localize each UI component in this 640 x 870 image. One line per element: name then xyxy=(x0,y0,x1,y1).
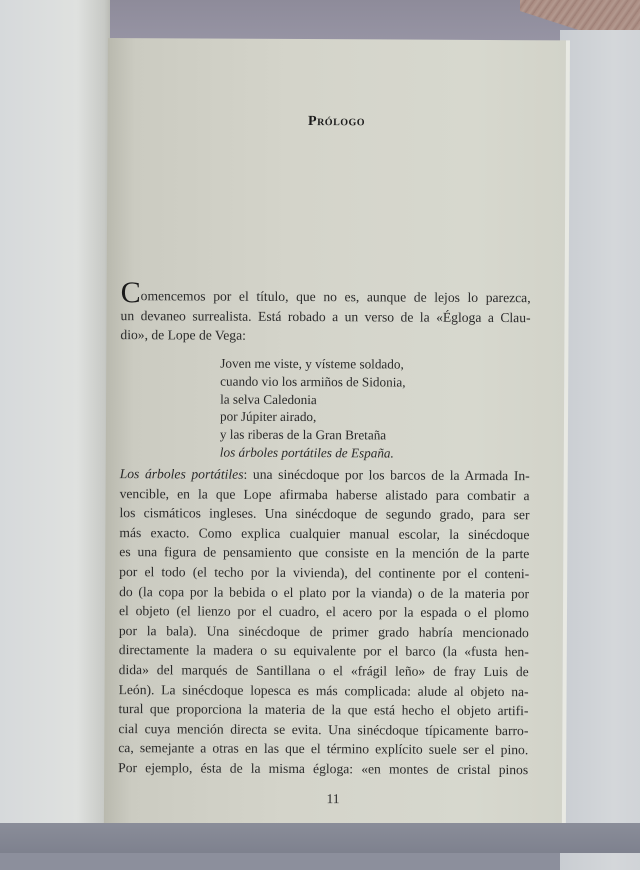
text-line: por la bala). Una sinécdoque de primer grado habría mencionado xyxy=(118,622,529,640)
paragraph-intro xyxy=(120,276,531,347)
text-line: León). La sinécdoque lopesca es más complicada: alude al objeto na- xyxy=(118,681,529,699)
text-line: directamente la madera o su equivalente por el barco (la «fusta hen- xyxy=(118,642,529,660)
verse-line: y las riberas de la Gran Bretaña xyxy=(219,426,387,443)
book-page xyxy=(104,38,566,830)
drop-cap: C xyxy=(120,276,141,310)
text-line: dio», de Lope de Vega: xyxy=(120,327,246,343)
underlying-page-right xyxy=(560,30,640,870)
page-number: 11 xyxy=(326,791,340,807)
text-line: el objeto (el lienzo por el cuadro, el acero por la espada o el plomo xyxy=(118,603,530,621)
text-line: dida» del marqués de Santillana o el «frágil leño» de fray Luis de xyxy=(118,662,529,680)
verse-line: por Júpiter airado, xyxy=(219,408,317,425)
verse-line: cuando vio los armiños de Sidonia, xyxy=(220,373,406,390)
text-line: ca, semejante a otras en las que el término explícito suele ser el pino. xyxy=(118,740,529,758)
text-line: por el todo (el techo por la vivienda), del continente por el conteni- xyxy=(119,564,530,582)
text-line: do (la copa por la bebida o el plato por la vianda) o de la materia por xyxy=(119,583,530,601)
background-bottom xyxy=(0,823,640,853)
text-line: Los árboles portátiles: una sinécdoque por los barcos de la Armada In- xyxy=(119,466,530,484)
text-line: un devaneo surrealista. Está robado a un verso de la «Égloga a Clau- xyxy=(120,307,531,325)
text-line: Por ejemplo, ésta de la misma égloga: «en montes de cristal pinos xyxy=(118,759,529,778)
facing-page-left xyxy=(0,0,110,853)
text-line: vencible, en la que Lope afirmaba haberse alistado para combatir a xyxy=(119,485,530,503)
chapter-title: Prólogo xyxy=(307,114,366,130)
verse-line: Joven me viste, y vísteme soldado, xyxy=(220,355,404,372)
text-line: es una figura de pensamiento que consiste en la mención de la parte xyxy=(119,544,530,562)
verse-line-italic: los árboles portátiles de España. xyxy=(219,444,394,461)
text-line: los cismáticos ingleses. Una sinécdoque de segundo grado, para ser xyxy=(119,505,530,523)
text-line: cial cuya mención directa se evita. Una sinécdoque típicamente barro- xyxy=(118,720,529,738)
text-line: Comencemos por el título, que no es, aunque de lejos lo parezca, xyxy=(120,276,531,310)
text-line: tural que proporciona la materia de la que está hecho el objeto artifi- xyxy=(118,701,529,719)
verse-quotation xyxy=(220,355,406,463)
paragraph-synecdoche xyxy=(118,464,530,780)
italic-lead: Los árboles portátiles xyxy=(119,466,244,482)
text-line: más exacto. Como explica cualquier manual escolar, la sinécdoque xyxy=(119,524,530,542)
verse-line: la selva Caledonia xyxy=(220,391,317,407)
